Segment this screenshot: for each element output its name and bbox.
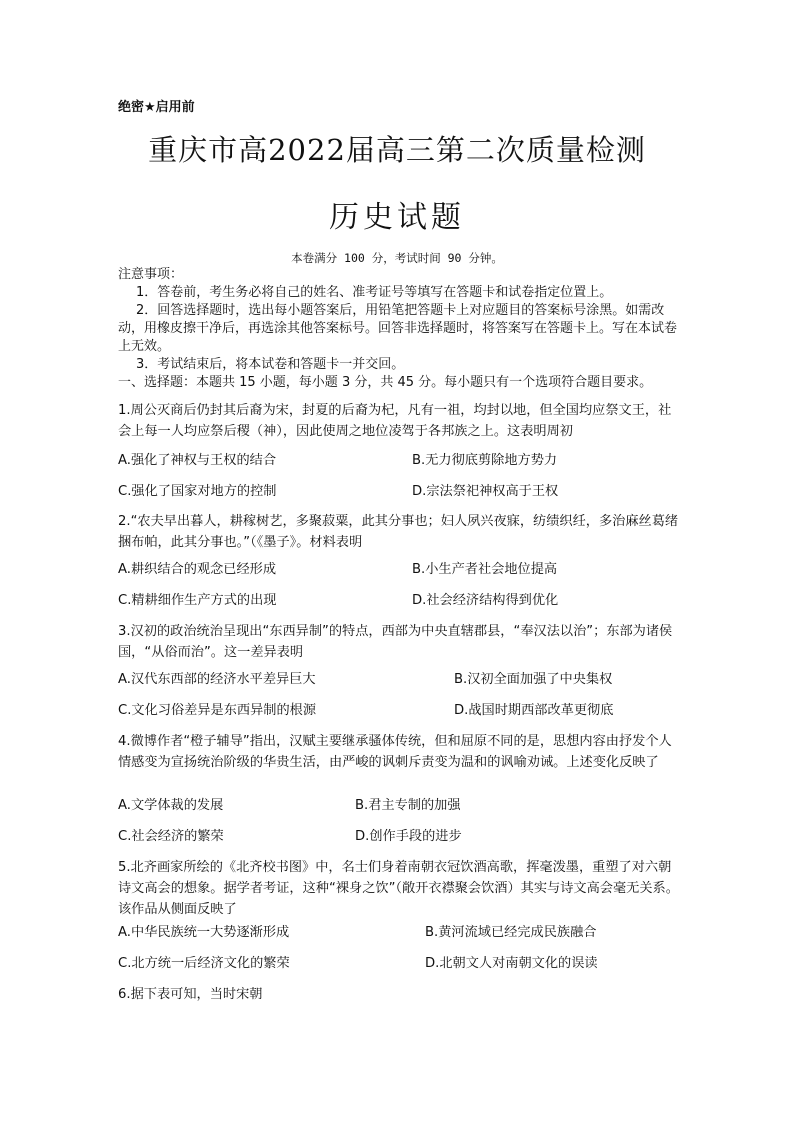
note-item-3: 3．考试结束后，将本试卷和答题卡一并交回。 [136,357,405,372]
question-2-option-b[interactable]: B.小生产者社会地位提高 [412,562,558,577]
question-3-option-b[interactable]: B.汉初全面加强了中央集权 [454,672,613,687]
section-heading: 一、选择题：本题共 15 小题，每小题 3 分，共 45 分。每小题只有一个选项符合题目要求。 [118,375,653,390]
question-2-option-d[interactable]: D.社会经济结构得到优化 [412,593,559,608]
question-5-option-c[interactable]: C.北方统一后经济文化的繁荣 [118,956,290,971]
note-item-2: 2．回答选择题时，选出每小题答案后，用铅笔把答题卡上对应题目的答案标号涂黑。如需改动，用橡皮擦干净后，再选涂其他答案标号。回答非选择题时，将答案写在答题卡上。写在本试卷上无效。 [118,303,678,354]
question-1-stem: 1.周公灭商后仍封其后裔为宋，封夏的后裔为杞，凡有一祖，均封以地，但全国均应祭文王，社会上每一人均应祭后稷（神），因此使周之地位凌驾于各邦族之上。这表明周初 [118,403,672,439]
question-3-option-c[interactable]: C.文化习俗差异是东西异制的根源 [118,703,317,718]
question-5-option-b[interactable]: B.黄河流域已经完成民族融合 [425,925,597,940]
notes-section [118,266,678,392]
page-title: 重庆市高2022届高三第二次质量检测 [148,133,646,167]
question-1-option-c[interactable]: C.强化了国家对地方的控制 [118,484,277,499]
question-3-stem: 3.汉初的政治统治呈现出“东西异制”的特点，西部为中央直辖郡县，“奉汉法以治”；东部为诸侯国，“从俗而治”。这一差异表明 [118,624,673,660]
question-1-option-a[interactable]: A.强化了神权与王权的结合 [118,453,277,468]
question-4-option-c[interactable]: C.社会经济的繁荣 [118,829,224,844]
question-4-stem: 4.微博作者“橙子辅导”指出，汉赋主要继承骚体传统，但和屈原不同的是，思想内容由抒发个人情感变为宣扬统治阶级的华贵生活，由严峻的讽刺斥责变为温和的讽喻劝诫。上述变化反映了 [118,734,672,770]
exam-info: 本卷满分 100 分，考试时间 90 分钟。 [291,251,503,265]
question-4-option-a[interactable]: A.文学体裁的发展 [118,798,224,813]
question-2-stem: 2.“农夫早出暮人，耕稼树艺，多聚菽粟，此其分事也；妇人夙兴夜寐，纺绩织纴，多治麻丝葛绪捆布帕，此其分事也。”（《墨子》。材料表明 [118,514,679,550]
question-2-option-c[interactable]: C.精耕细作生产方式的出现 [118,593,277,608]
question-4-option-d[interactable]: D.创作手段的进步 [355,829,462,844]
question-3-option-d[interactable]: D.战国时期西部改革更彻底 [454,703,614,718]
note-item-1: 1．答卷前，考生务必将自己的姓名、准考证号等填写在答题卡和试卷指定位置上。 [136,285,613,300]
question-6-stem: 6.据下表可知，当时宋朝 [118,987,263,1002]
question-5-stem: 5.北齐画家所绘的《北齐校书图》中，名士们身着南朝衣冠饮酒高歌，挥毫泼墨，重塑了对六朝诗文高会的想象。据学者考证，这种“裸身之饮”（敞开衣襟聚会饮酒）其实与诗文高会毫无关系。该作品从侧面反映了 [118,860,679,917]
subject-title: 历史试题 [329,200,465,235]
question-4-option-b[interactable]: B.君主专制的加强 [355,798,461,813]
question-1-option-d[interactable]: D.宗法祭祀神权高于王权 [412,484,559,499]
question-5-option-a[interactable]: A.中华民族统一大势逐渐形成 [118,925,290,940]
confidential-label: 绝密★启用前 [118,100,195,115]
question-1-option-b[interactable]: B.无力彻底剪除地方势力 [412,453,558,468]
notes-heading: 注意事项： [118,267,184,282]
question-3-option-a[interactable]: A.汉代东西部的经济水平差异巨大 [118,672,316,687]
question-5-option-d[interactable]: D.北朝文人对南朝文化的误读 [425,956,598,971]
question-2-option-a[interactable]: A.耕织结合的观念已经形成 [118,562,277,577]
